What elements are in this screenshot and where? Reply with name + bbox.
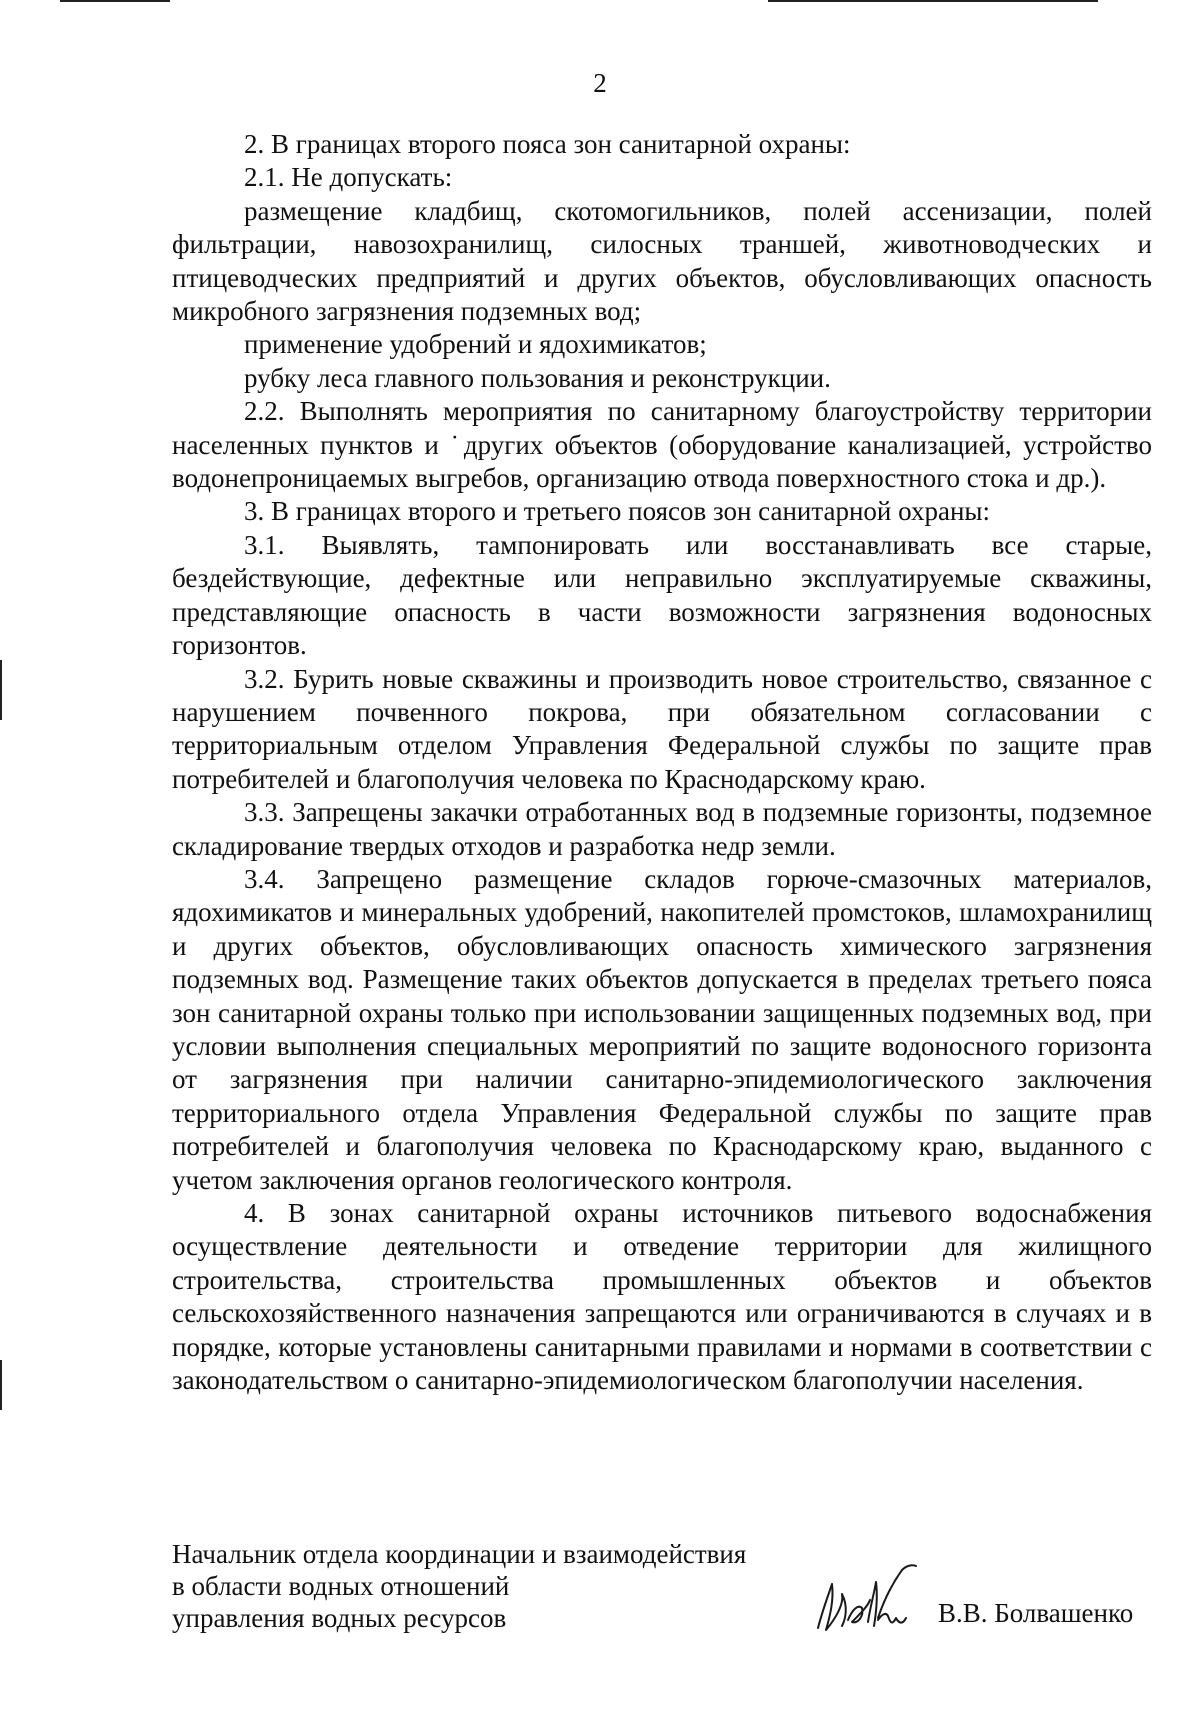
paragraph: 3.1. Выявлять, тампонировать или восстанавливать все старые, бездействующие, дефектные или неправильно эксплуатируемые скважины, представляющие опасность в части возможности загрязнения водоносных горизонтов. <box>172 529 1152 661</box>
position-line: управления водных ресурсов <box>172 1603 507 1633</box>
paragraph: 4. В зонах санитарной охраны источников питьевого водоснабжения осуществление деятельности и отведение территории для жилищного строительства, строительства промышленных объектов и объектов сельскохозяйственного назначения запрещаются или ограничиваются в случаях и в порядке, которые установлены санитарными правилами и нормами в соответствии с законодательством о санитарно-эпидемиологическом благополучии населения. <box>172 1198 1152 1396</box>
page-number: 2 <box>593 68 607 98</box>
paragraph: рубку леса главного пользования и реконструкции. <box>244 362 831 393</box>
paragraph: 2.2. Выполнять мероприятия по санитарному благоустройству территории населенных пунктов и ˙других объектов (оборудование канализацией, устройство водонепроницаемых выгребов, организацию отвода поверхностного стока и др.). <box>172 396 1152 494</box>
paragraph: применение удобрений и ядохимикатов; <box>244 329 707 360</box>
paragraph: размещение кладбищ, скотомогильников, полей ассенизации, полей фильтрации, навозохранилищ, силосных траншей, животноводческих и птицеводческих предприятий и других объектов, обусловливающих опасность микробного загрязнения подземных вод; <box>172 195 1152 327</box>
paragraph: 3.4. Запрещено размещение складов горюче-смазочных материалов, ядохимикатов и минеральных удобрений, накопителей промстоков, шламохранилищ и других объектов, обусловливающих опасность химического загрязнения подземных вод. Размещение таких объектов допускается в пределах третьего пояса зон санитарной охраны только при использовании защищенных подземных вод, при условии выполнения специальных мероприятий по защите водоносного горизонта от загрязнения при наличии санитарно-эпидемиологического заключения территориального отдела Управления Федеральной службы по защите прав потребителей и благополучия человека по Краснодарскому краю, выданного с учетом заключения органов геологического контроля. <box>172 863 1152 1195</box>
scan-edge-mark <box>60 0 170 2</box>
position-line: Начальник отдела координации и взаимодействия <box>172 1539 747 1569</box>
paragraph: 3. В границах второго и третьего поясов зон санитарной охраны: <box>244 496 991 527</box>
position-line: в области водных отношений <box>172 1571 510 1601</box>
paragraph: 2.1. Не допускать: <box>244 162 453 193</box>
scan-edge-mark <box>0 1360 2 1410</box>
paragraph: 3.3. Запрещены закачки отработанных вод в подземные горизонты, подземное складирование твердых отходов и разработка недр земли. <box>172 797 1152 861</box>
signatory-position <box>172 1538 746 1634</box>
signer-name: В.В. Болвашенко <box>938 1598 1134 1628</box>
scan-edge-mark <box>768 0 1098 2</box>
document-body <box>172 128 1152 1397</box>
paragraph: 3.2. Бурить новые скважины и производить новое строительство, связанное с нарушением почвенного покрова, при обязательном согласовании с территориальным отделом Управления Федеральной службы по защите прав потребителей и благополучия человека по Краснодарскому краю. <box>172 663 1152 794</box>
paragraph: 2. В границах второго пояса зон санитарной охраны: <box>244 129 851 159</box>
scan-edge-mark <box>0 660 2 720</box>
handwritten-signature <box>812 1560 922 1640</box>
